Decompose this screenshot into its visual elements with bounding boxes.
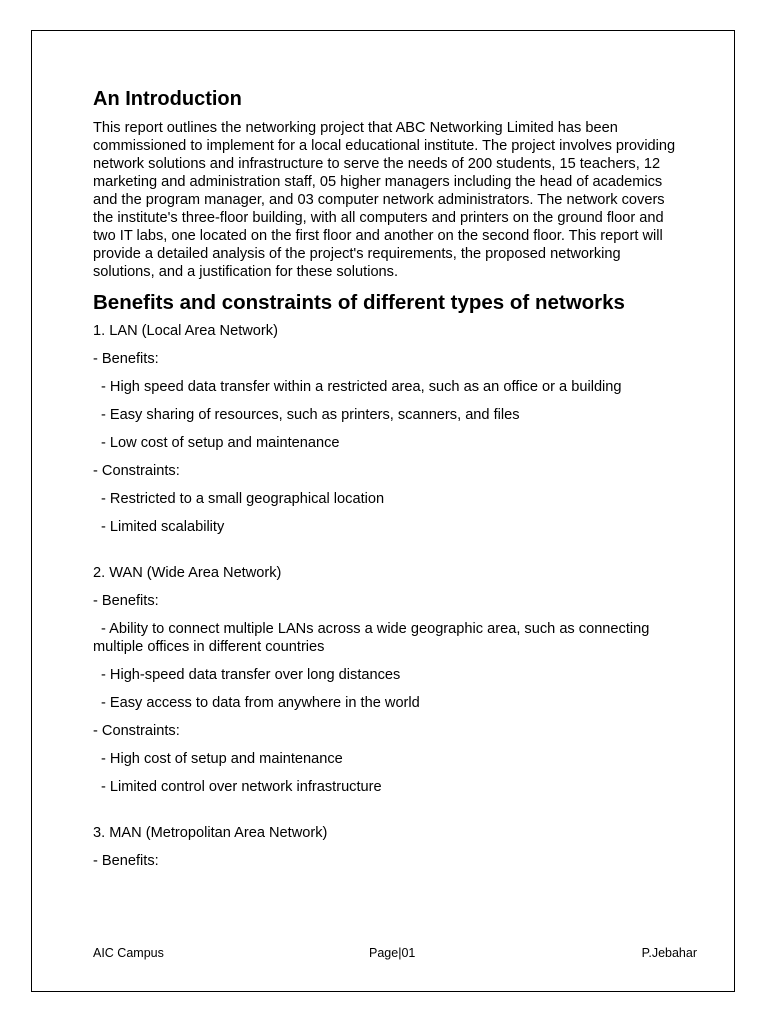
lan-constraint-item: - Limited scalability xyxy=(101,519,225,535)
intro-heading: An Introduction xyxy=(93,88,242,110)
footer-campus: AIC Campus xyxy=(93,946,164,960)
lan-benefit-item: - High speed data transfer within a restricted area, such as an office or a building xyxy=(101,379,622,395)
page-footer xyxy=(93,946,697,962)
wan-constraints-label: - Constraints: xyxy=(93,723,180,739)
intro-paragraph: This report outlines the networking project that ABC Networking Limited has been commissioned to implement for a local educational institute. The project involves providing network solutions and infrastructure to serve the needs of 200 students, 15 teachers, 12 marketing and administration staff, 05 higher managers including the head of academics and the program manager, and 03 computer network administrators. The network covers the institute's three-floor building, with all computers and printers on the ground floor and two IT labs, one located on the first floor and another on the second floor. This report will provide a detailed analysis of the project's requirements, the proposed networking solutions, and a justification for these solutions. xyxy=(93,120,676,280)
wan-benefit-item: - Easy access to data from anywhere in the world xyxy=(101,695,420,711)
document-body xyxy=(93,86,683,880)
spacer xyxy=(93,546,683,564)
wan-benefit-item: - Ability to connect multiple LANs across a wide geographic area, such as connecting multiple offices in different countries xyxy=(93,621,650,655)
wan-benefits-label: - Benefits: xyxy=(93,593,159,609)
lan-benefit-item: - Low cost of setup and maintenance xyxy=(101,435,340,451)
spacer xyxy=(93,806,683,824)
wan-constraint-item: - High cost of setup and maintenance xyxy=(101,751,343,767)
man-benefits-label: - Benefits: xyxy=(93,853,159,869)
lan-constraint-item: - Restricted to a small geographical location xyxy=(101,491,385,507)
lan-benefits-label: - Benefits: xyxy=(93,351,159,367)
footer-page-number: Page|01 xyxy=(369,946,416,960)
man-title: 3. MAN (Metropolitan Area Network) xyxy=(93,825,328,841)
lan-constraints-label: - Constraints: xyxy=(93,463,180,479)
wan-constraint-item: - Limited control over network infrastructure xyxy=(101,779,382,795)
wan-benefit-item: - High-speed data transfer over long distances xyxy=(101,667,401,683)
lan-benefit-item: - Easy sharing of resources, such as printers, scanners, and files xyxy=(101,407,520,423)
lan-title: 1. LAN (Local Area Network) xyxy=(93,323,278,339)
footer-author: P.Jebahar xyxy=(641,946,697,960)
benefits-heading: Benefits and constraints of different types of networks xyxy=(93,291,625,314)
wan-title: 2. WAN (Wide Area Network) xyxy=(93,565,282,581)
